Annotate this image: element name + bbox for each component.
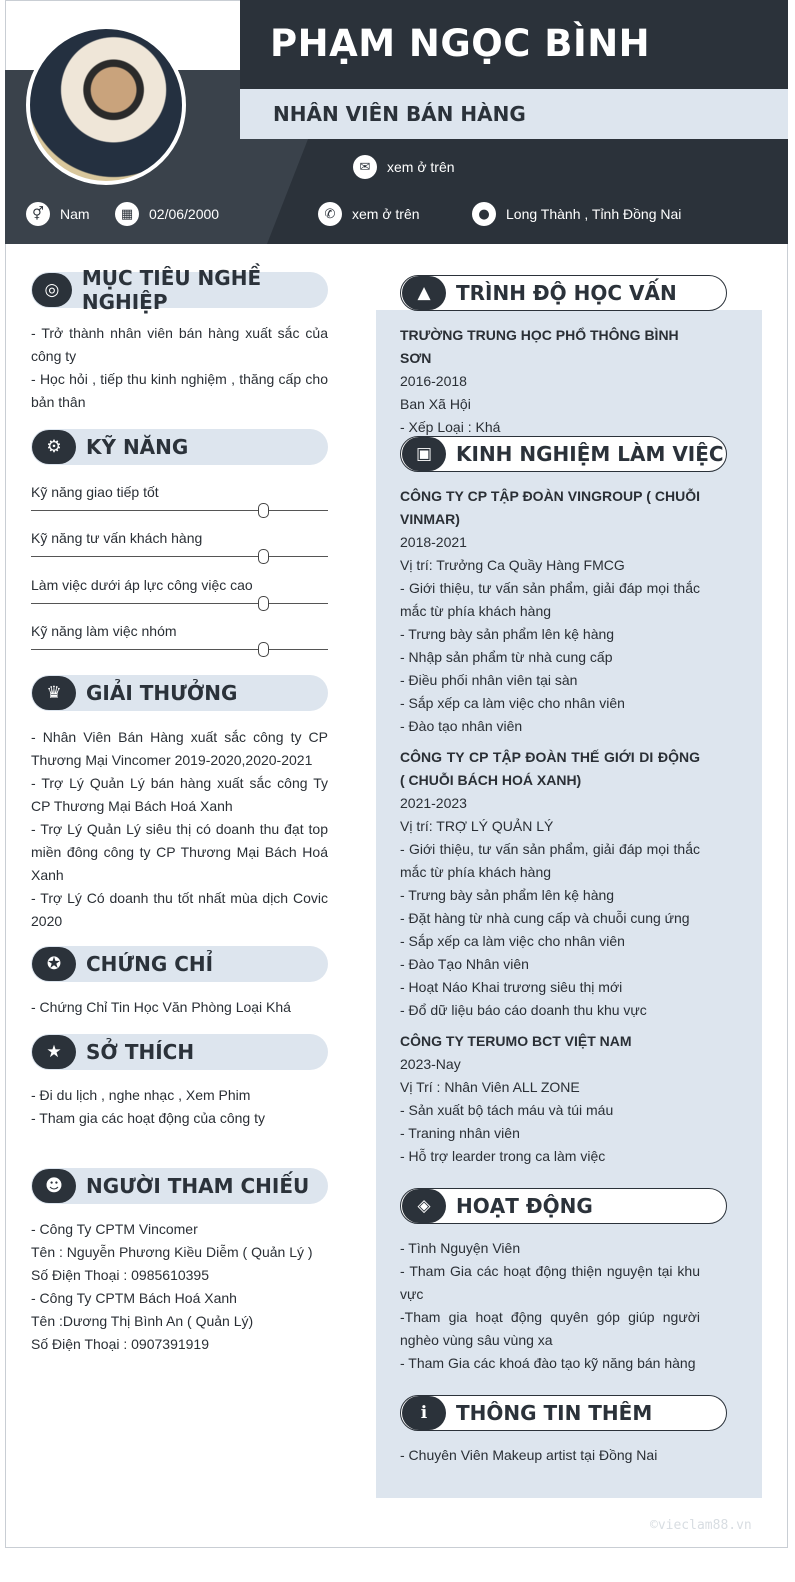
- address-value: Long Thành , Tỉnh Đồng Nai: [506, 206, 682, 222]
- award-line: - Nhân Viên Bán Hàng xuất sắc công ty CP Thương Mại Vincomer 2019-2020,2020-2021: [31, 729, 328, 768]
- extra-header: [400, 1395, 727, 1431]
- skill-slider-knob: [258, 642, 269, 657]
- education-text: [400, 324, 700, 439]
- job-line: - Đào tạo nhân viên: [400, 718, 523, 734]
- info-icon: ℹ: [402, 1396, 446, 1430]
- experience-title: KINH NGHIỆM LÀM VIỆC: [456, 442, 724, 466]
- school-name: TRƯỜNG TRUNG HỌC PHỔ THÔNG BÌNH SƠN: [400, 327, 679, 366]
- certs-text: [31, 996, 328, 1019]
- job-line: 2023-Nay: [400, 1056, 461, 1072]
- skill-label: Kỹ năng tư vấn khách hàng: [31, 530, 203, 546]
- job-line: - Sản xuất bộ tách máu và túi máu: [400, 1102, 614, 1118]
- skill-label: Làm việc dưới áp lực công việc cao: [31, 577, 253, 593]
- skill-item: [31, 575, 328, 595]
- reference-line: Tên :Dương Thị Bình An ( Quản Lý): [31, 1313, 254, 1329]
- job-line: - Đổ dữ liệu báo cáo doanh thu khu vực: [400, 1002, 647, 1018]
- references-header: [31, 1168, 328, 1204]
- graduation-cap-icon: ▲: [402, 276, 446, 310]
- envelope-icon: ✉: [353, 155, 377, 179]
- activities-title: HOẠT ĐỘNG: [456, 1194, 593, 1218]
- birthday-value: 02/06/2000: [149, 206, 220, 222]
- calendar-icon: ▦: [115, 202, 139, 226]
- contact-email: [353, 155, 455, 179]
- job-line: - Điều phối nhân viên tại sàn: [400, 672, 578, 688]
- extra-title: THÔNG TIN THÊM: [456, 1401, 653, 1425]
- skill-item: [31, 482, 328, 502]
- job-line: - Đào Tạo Nhân viên: [400, 956, 529, 972]
- education-line: - Xếp Loại : Khá: [400, 419, 501, 435]
- location-pin-icon: ●: [472, 202, 496, 226]
- job-line: - Hoạt Náo Khai trương siêu thị mới: [400, 979, 623, 995]
- extra-line: - Chuyên Viên Makeup artist tại Đồng Nai: [400, 1447, 658, 1463]
- cert-line: - Chứng Chỉ Tin Học Văn Phòng Loại Khá: [31, 999, 291, 1015]
- job-title: NHÂN VIÊN BÁN HÀNG: [273, 102, 526, 126]
- skill-slider-knob: [258, 503, 269, 518]
- hobbies-title: SỞ THÍCH: [86, 1040, 195, 1064]
- certs-header: [31, 946, 328, 982]
- job-line: - Traning nhân viên: [400, 1125, 520, 1141]
- job-line: - Trưng bày sản phẩm lên kệ hàng: [400, 626, 615, 642]
- objective-line: - Học hỏi , tiếp thu kinh nghiệm , thăng cấp cho bản thân: [31, 371, 328, 410]
- education-title: TRÌNH ĐỘ HỌC VẤN: [456, 281, 677, 305]
- experience-header: [400, 436, 727, 472]
- job-line: - Hỗ trợ learder trong ca làm việc: [400, 1148, 606, 1164]
- objective-text: [31, 322, 328, 414]
- reference-line: Số Điện Thoại : 0907391919: [31, 1336, 209, 1352]
- activity-line: - Tình Nguyện Viên: [400, 1240, 521, 1256]
- references-title: NGƯỜI THAM CHIẾU: [86, 1174, 310, 1198]
- education-header: [400, 275, 727, 311]
- activity-line: - Tham Gia các khoá đào tạo kỹ năng bán hàng: [400, 1355, 696, 1371]
- trophy-icon: ♛: [32, 676, 76, 710]
- skill-slider-track: [31, 510, 328, 511]
- awards-text: [31, 726, 328, 933]
- skill-item: [31, 528, 328, 548]
- job-line: 2018-2021: [400, 534, 467, 550]
- awards-title: GIẢI THƯỞNG: [86, 681, 238, 705]
- candidate-name: PHẠM NGỌC BÌNH: [270, 22, 651, 65]
- gender-value: Nam: [60, 206, 90, 222]
- job-line: Vị Trí : Nhân Viên ALL ZONE: [400, 1079, 580, 1095]
- contact-address: [472, 202, 681, 226]
- target-icon: ◎: [32, 273, 72, 307]
- job-line: - Sắp xếp ca làm việc cho nhân viên: [400, 695, 625, 711]
- gender-icon: ⚥: [26, 202, 50, 226]
- activities-text: [400, 1237, 700, 1375]
- phone-value: xem ở trên: [352, 206, 420, 222]
- objective-line: - Trở thành nhân viên bán hàng xuất sắc của công ty: [31, 325, 328, 364]
- email-value: xem ở trên: [387, 159, 455, 175]
- hobbies-header: [31, 1034, 328, 1070]
- extra-text: [400, 1444, 700, 1467]
- reference-line: - Công Ty CPTM Vincomer: [31, 1221, 198, 1237]
- company-name: CÔNG TY CP TẬP ĐOÀN VINGROUP ( CHUỖI VINMAR): [400, 488, 700, 527]
- reference-line: Số Điện Thoại : 0985610395: [31, 1267, 209, 1283]
- reference-line: - Công Ty CPTM Bách Hoá Xanh: [31, 1290, 237, 1306]
- star-icon: ★: [32, 1035, 76, 1069]
- skills-title: KỸ NĂNG: [86, 435, 189, 459]
- contact-phone: [318, 202, 420, 226]
- awards-header: [31, 675, 328, 711]
- avatar: [26, 25, 186, 185]
- contact-gender: [26, 202, 90, 226]
- job-line: - Sắp xếp ca làm việc cho nhân viên: [400, 933, 625, 949]
- skill-slider-knob: [258, 549, 269, 564]
- objective-header: [31, 266, 328, 314]
- award-line: - Trợ Lý Có doanh thu tốt nhất mùa dịch Covic 2020: [31, 890, 328, 929]
- experience-job-1: [400, 485, 700, 738]
- job-line: - Đặt hàng từ nhà cung cấp và chuỗi cung ứng: [400, 910, 690, 926]
- activity-line: -Tham gia hoạt động quyên góp giúp người nghèo vùng sâu vùng xa: [400, 1309, 700, 1348]
- company-name: CÔNG TY TERUMO BCT VIỆT NAM: [400, 1033, 632, 1049]
- hobbies-text: [31, 1084, 328, 1130]
- reference-line: Tên : Nguyễn Phương Kiều Diễm ( Quản Lý ): [31, 1244, 313, 1260]
- education-line: Ban Xã Hội: [400, 396, 471, 412]
- watermark: ©vieclam88.vn: [650, 1518, 752, 1533]
- job-line: - Giới thiệu, tư vấn sản phẩm, giải đáp mọi thắc mắc từ phía khách hàng: [400, 580, 700, 619]
- phone-icon: ✆: [318, 202, 342, 226]
- hobby-line: - Tham gia các hoạt động của công ty: [31, 1110, 265, 1126]
- activities-header: [400, 1188, 727, 1224]
- company-name: CÔNG TY CP TẬP ĐOÀN THẾ GIỚI DI ĐỘNG ( CHUỖI BÁCH HOÁ XANH): [400, 749, 700, 788]
- people-icon: ☻: [32, 1169, 76, 1203]
- experience-job-3: [400, 1030, 700, 1168]
- job-line: Vị trí: TRỢ LÝ QUẢN LÝ: [400, 818, 554, 834]
- job-line: - Nhập sản phẩm từ nhà cung cấp: [400, 649, 613, 665]
- skill-label: Kỹ năng làm việc nhóm: [31, 623, 177, 639]
- skill-item: [31, 621, 328, 641]
- gear-icon: ⚙: [32, 430, 76, 464]
- job-line: Vị trí: Trưởng Ca Quầy Hàng FMCG: [400, 557, 625, 573]
- skill-label: Kỹ năng giao tiếp tốt: [31, 484, 159, 500]
- medal-icon: ✪: [32, 947, 76, 981]
- references-text: [31, 1218, 328, 1356]
- job-line: - Giới thiệu, tư vấn sản phẩm, giải đáp mọi thắc mắc từ phía khách hàng: [400, 841, 700, 880]
- briefcase-icon: ▣: [402, 437, 446, 471]
- certs-title: CHỨNG CHỈ: [86, 952, 214, 976]
- skill-slider-track: [31, 603, 328, 604]
- objective-title: MỤC TIÊU NGHỀ NGHIỆP: [81, 266, 262, 314]
- contact-birthday: [115, 202, 219, 226]
- award-line: - Trợ Lý Quản Lý bán hàng xuất sắc công Ty CP Thương Mại Bách Hoá Xanh: [31, 775, 328, 814]
- education-line: 2016-2018: [400, 373, 467, 389]
- skill-slider-track: [31, 556, 328, 557]
- job-line: - Trưng bày sản phẩm lên kệ hàng: [400, 887, 615, 903]
- layers-icon: ◈: [402, 1189, 446, 1223]
- experience-job-2: [400, 746, 700, 1022]
- skill-slider-knob: [258, 596, 269, 611]
- job-line: 2021-2023: [400, 795, 467, 811]
- hobby-line: - Đi du lịch , nghe nhạc , Xem Phim: [31, 1087, 251, 1103]
- award-line: - Trợ Lý Quản Lý siêu thị có doanh thu đạt top miền đông công ty CP Thương Mại Bách Hoá Xanh: [31, 821, 328, 883]
- skills-header: [31, 429, 328, 465]
- activity-line: - Tham Gia các hoạt động thiện nguyện tại khu vực: [400, 1263, 700, 1302]
- skill-slider-track: [31, 649, 328, 650]
